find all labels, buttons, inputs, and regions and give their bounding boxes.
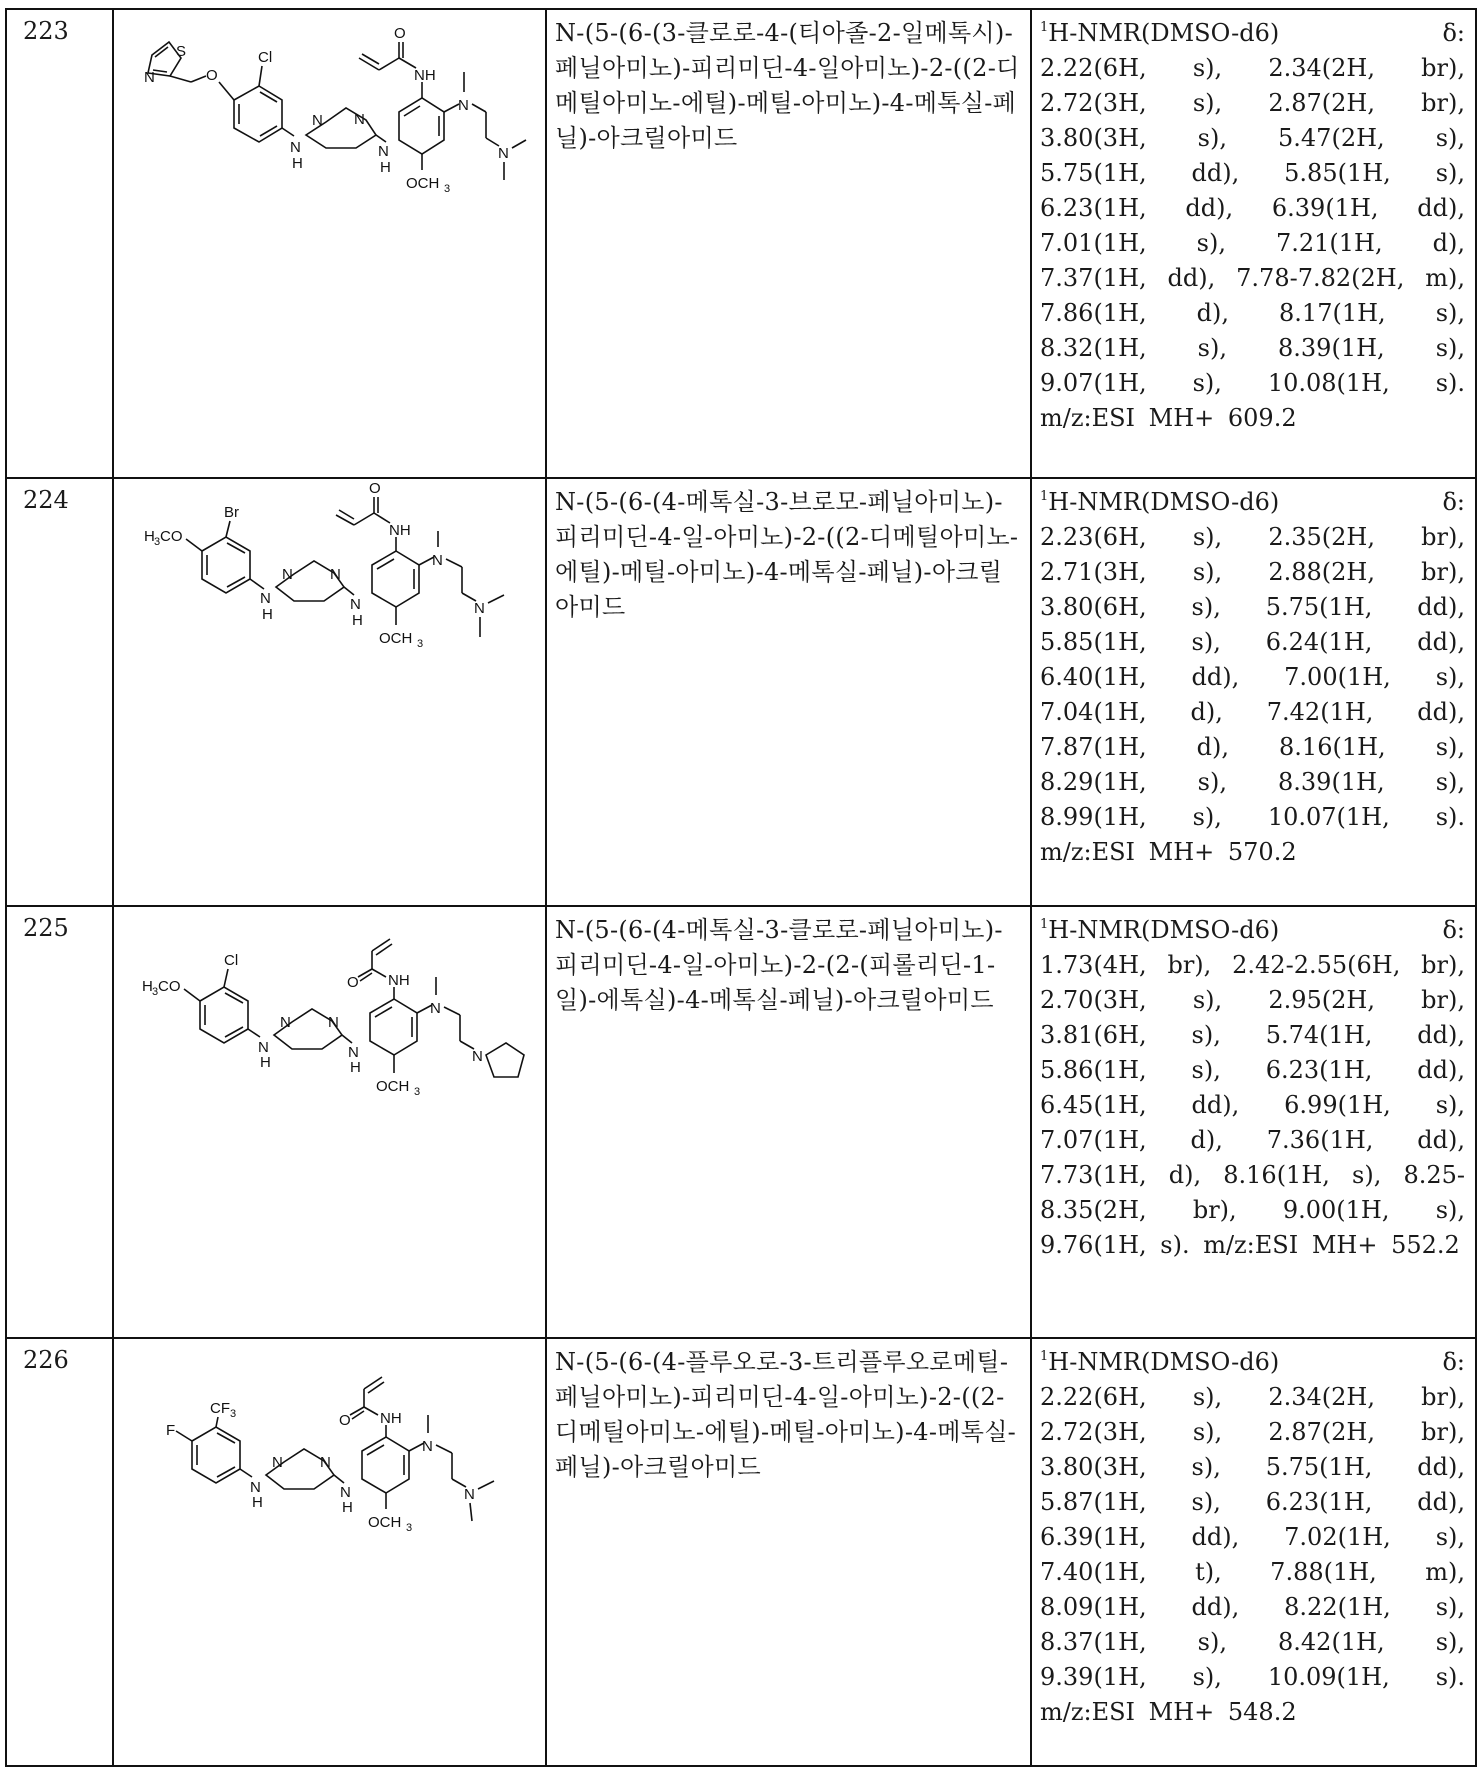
svg-text:O: O (394, 25, 406, 42)
nmr-header (1040, 1345, 1465, 1380)
molecule-drawing (114, 907, 547, 1107)
svg-text:N: N (472, 1048, 483, 1065)
nmr-header (1040, 485, 1465, 520)
nmr-peaks: 1.73(4H, br), 2.42-2.55(6H, br), 2.70(3H, s), 2.95(2H, br), 3.81(6H, s), 5.74(1H, dd), 5.86(1H, s), 6.23(1H, dd), 6.45(1H, dd), 6.99(1H, s), 7.07(1H, d), 7.36(1H, dd), 7.73(1H, d), 8.16(1H, s), 8.25-8.35(2H, br), 9.00(1H, s), 9.76(1H, s). m/z:ESI MH+ 552.2 (1040, 951, 1465, 1259)
delta-symbol: δ: (1442, 488, 1465, 516)
svg-text:N: N (354, 111, 365, 128)
svg-text:N: N (272, 1454, 283, 1471)
nmr-peaks: 2.22(6H, s), 2.34(2H, br), 2.72(3H, s), 2.87(2H, br), 3.80(3H, s), 5.75(1H, dd), 5.87(1H, s), 6.23(1H, dd), 6.39(1H, dd), 7.02(1H, s), 7.40(1H, t), 7.88(1H, m), 8.09(1H, dd), 8.22(1H, s), 8.37(1H, s), 8.42(1H, s), 9.39(1H, s), 10.09(1H, s). m/z:ESI MH+ 548.2 (1040, 1383, 1465, 1726)
svg-text:N: N (144, 69, 155, 86)
svg-text:N: N (458, 97, 469, 114)
nmr-header (1040, 913, 1465, 948)
nmr-data (1031, 1338, 1476, 1766)
svg-text:N: N (280, 1014, 291, 1031)
nmr-solvent: H-NMR(DMSO-d6) (1048, 916, 1280, 944)
compound-table (5, 8, 1477, 1767)
svg-text:O: O (347, 974, 359, 991)
svg-text:NH: NH (389, 522, 411, 539)
svg-text:H: H (292, 155, 303, 172)
delta-symbol: δ: (1442, 19, 1465, 47)
compound-name: N-(5-(6-(4-플루오로-3-트리플루오로메틸-페닐아미노)-피리미딘-4-일-아미노)-2-((2-디메틸아미노-에틸)-메틸-아미노)-4-메톡실-페닐)-아크릴아미드 (546, 1338, 1031, 1766)
svg-text:OCH: OCH (379, 630, 413, 647)
svg-text:N: N (258, 1039, 269, 1056)
isotope-superscript: 1 (1040, 20, 1049, 35)
structure-cell (113, 1338, 546, 1766)
nmr-header (1040, 16, 1465, 51)
table-row (6, 478, 1476, 906)
svg-text:NH: NH (380, 1410, 402, 1427)
svg-text:N: N (282, 566, 293, 583)
svg-text:N: N (378, 143, 389, 160)
compound-number: 225 (6, 906, 113, 1338)
compound-number: 226 (6, 1338, 113, 1766)
table-row (6, 9, 1476, 478)
delta-symbol: δ: (1442, 916, 1465, 944)
svg-text:H: H (144, 528, 155, 545)
nmr-peaks: 2.22(6H, s), 2.34(2H, br), 2.72(3H, s), 2.87(2H, br), 3.80(3H, s), 5.47(2H, s), 5.75(1H, dd), 5.85(1H, s), 6.23(1H, dd), 6.39(1H, dd), 7.01(1H, s), 7.21(1H, d), 7.37(1H, dd), 7.78-7.82(2H, m), 7.86(1H, d), 8.17(1H, s), 8.32(1H, s), 8.39(1H, s), 9.07(1H, s), 10.08(1H, s). m/z:ESI MH+ 609.2 (1040, 54, 1465, 432)
chemical-structure-224 (114, 479, 545, 679)
svg-text:H: H (342, 1499, 353, 1516)
svg-text:N: N (250, 1479, 261, 1496)
svg-text:NH: NH (388, 972, 410, 989)
svg-text:N: N (422, 1438, 433, 1455)
svg-text:OCH: OCH (406, 175, 440, 192)
svg-text:N: N (260, 590, 271, 607)
svg-text:3: 3 (230, 1408, 237, 1420)
svg-text:H: H (252, 1494, 263, 1511)
svg-text:H: H (350, 1059, 361, 1076)
structure-cell (113, 906, 546, 1338)
compound-name: N-(5-(6-(3-클로로-4-(티아졸-2-일메톡시)-페닐아미노)-피리미딘-4-일아미노)-2-((2-디메틸아미노-에틸)-메틸-아미노)-4-메톡실-페닐)-아크릴아미드 (546, 9, 1031, 478)
svg-text:3: 3 (152, 986, 159, 998)
svg-text:F: F (166, 1422, 176, 1439)
svg-text:OCH: OCH (376, 1078, 410, 1095)
molecule-drawing (114, 10, 547, 210)
isotope-superscript: 1 (1040, 489, 1049, 504)
svg-text:3: 3 (154, 536, 161, 548)
svg-text:OCH: OCH (368, 1514, 402, 1531)
delta-symbol: δ: (1442, 1348, 1465, 1376)
chemical-structure-225 (114, 907, 545, 1107)
svg-text:O: O (206, 67, 218, 84)
svg-text:3: 3 (406, 1522, 413, 1534)
svg-text:3: 3 (417, 638, 424, 650)
chemical-structure-226 (114, 1339, 545, 1539)
svg-text:N: N (498, 145, 509, 162)
svg-text:H: H (260, 1054, 271, 1071)
table-row (6, 906, 1476, 1338)
molecule-drawing (114, 479, 547, 679)
isotope-superscript: 1 (1040, 917, 1049, 932)
svg-text:NH: NH (414, 67, 436, 84)
svg-text:N: N (328, 1014, 339, 1031)
svg-text:N: N (432, 552, 443, 569)
svg-text:N: N (312, 112, 323, 129)
svg-text:O: O (339, 1412, 351, 1429)
nmr-solvent: H-NMR(DMSO-d6) (1048, 488, 1280, 516)
svg-text:H: H (262, 606, 273, 623)
molecule-drawing (114, 1339, 547, 1539)
svg-text:N: N (290, 139, 301, 156)
table-row (6, 1338, 1476, 1766)
nmr-data (1031, 9, 1476, 478)
svg-text:CO: CO (160, 528, 183, 545)
svg-text:N: N (474, 600, 485, 617)
svg-text:CO: CO (158, 978, 181, 995)
svg-text:H: H (380, 159, 391, 176)
svg-text:H: H (352, 612, 363, 629)
svg-text:N: N (340, 1484, 351, 1501)
svg-text:O: O (369, 480, 381, 497)
svg-text:Br: Br (224, 504, 239, 521)
nmr-solvent: H-NMR(DMSO-d6) (1048, 19, 1280, 47)
svg-text:N: N (464, 1486, 475, 1503)
nmr-solvent: H-NMR(DMSO-d6) (1048, 1348, 1280, 1376)
svg-text:H: H (142, 978, 153, 995)
svg-text:S: S (176, 43, 187, 60)
compound-number: 224 (6, 478, 113, 906)
compound-number: 223 (6, 9, 113, 478)
svg-text:Cl: Cl (224, 952, 239, 969)
compound-name: N-(5-(6-(4-메톡실-3-브로모-페닐아미노)-피리미딘-4-일-아미노)-2-((2-디메틸아미노-에틸)-메틸-아미노)-4-메톡실-페닐)-아크릴아미드 (546, 478, 1031, 906)
structure-cell (113, 478, 546, 906)
svg-text:3: 3 (414, 1086, 421, 1098)
structure-cell (113, 9, 546, 478)
nmr-peaks: 2.23(6H, s), 2.35(2H, br), 2.71(3H, s), 2.88(2H, br), 3.80(6H, s), 5.75(1H, dd), 5.85(1H, s), 6.24(1H, dd), 6.40(1H, dd), 7.00(1H, s), 7.04(1H, d), 7.42(1H, dd), 7.87(1H, d), 8.16(1H, s), 8.29(1H, s), 8.39(1H, s), 8.99(1H, s), 10.07(1H, s). m/z:ESI MH+ 570.2 (1040, 523, 1465, 866)
nmr-data (1031, 906, 1476, 1338)
svg-text:N: N (320, 1454, 331, 1471)
svg-text:N: N (350, 596, 361, 613)
nmr-data (1031, 478, 1476, 906)
isotope-superscript: 1 (1040, 1349, 1049, 1364)
svg-text:CF: CF (210, 1400, 230, 1417)
svg-text:N: N (330, 566, 341, 583)
svg-text:3: 3 (444, 183, 451, 195)
chemical-structure-223 (114, 10, 545, 210)
svg-text:N: N (430, 1000, 441, 1017)
svg-text:N: N (348, 1044, 359, 1061)
svg-text:Cl: Cl (258, 49, 273, 66)
compound-name: N-(5-(6-(4-메톡실-3-클로로-페닐아미노)-피리미딘-4-일-아미노)-2-(2-(피롤리딘-1-일)-에톡실)-4-메톡실-페닐)-아크릴아미드 (546, 906, 1031, 1338)
